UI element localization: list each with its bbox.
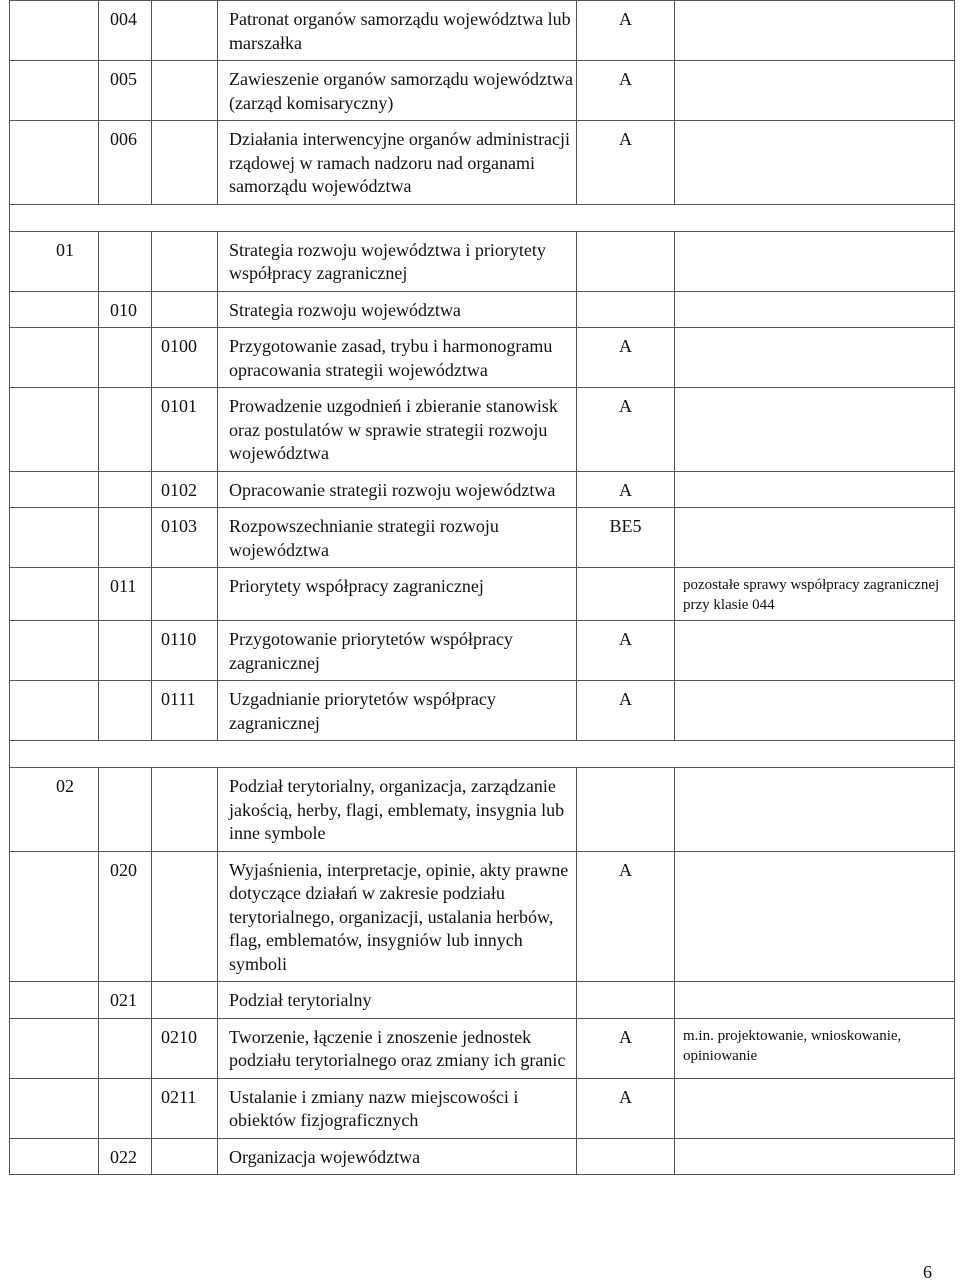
- subclass-code-cell: [99, 1078, 152, 1138]
- class-code-cell: 02: [10, 768, 99, 852]
- description-cell: Przygotowanie priorytetów współpracy zagranicznej: [218, 621, 577, 681]
- table-row: [10, 1078, 955, 1138]
- table-row: [10, 681, 955, 741]
- item-code-cell: 0111: [152, 681, 218, 741]
- subclass-code-cell: [99, 231, 152, 291]
- archive-category-cell: [577, 568, 675, 621]
- description-cell: Ustalanie i zmiany nazw miejscowości i obiektów fizjograficznych: [218, 1078, 577, 1138]
- table-row: [10, 291, 955, 328]
- archive-category-cell: A: [577, 61, 675, 121]
- description-cell: Strategia rozwoju województwa: [218, 291, 577, 328]
- archive-category-cell: A: [577, 388, 675, 472]
- archive-category-cell: [577, 982, 675, 1019]
- class-code-cell: [10, 508, 99, 568]
- description-cell: Prowadzenie uzgodnień i zbieranie stanowisk oraz postulatów w sprawie strategii rozwoju województwa: [218, 388, 577, 472]
- archive-category-cell: A: [577, 1, 675, 61]
- subclass-code-cell: 022: [99, 1138, 152, 1175]
- description-cell: Tworzenie, łączenie i znoszenie jednostek podziału terytorialnego oraz zmiany ich granic: [218, 1018, 577, 1078]
- archive-category-cell: A: [577, 121, 675, 205]
- archive-category-cell: [577, 768, 675, 852]
- archive-category-cell: A: [577, 851, 675, 982]
- remarks-cell: [675, 508, 955, 568]
- subclass-code-cell: 021: [99, 982, 152, 1019]
- description-cell: Przygotowanie zasad, trybu i harmonogramu opracowania strategii województwa: [218, 328, 577, 388]
- table-row: [10, 471, 955, 508]
- item-code-cell: [152, 291, 218, 328]
- table-row: [10, 121, 955, 205]
- subclass-code-cell: [99, 621, 152, 681]
- description-cell: Patronat organów samorządu województwa lub marszałka: [218, 1, 577, 61]
- table-row: [10, 388, 955, 472]
- item-code-cell: 0103: [152, 508, 218, 568]
- remarks-cell: [675, 768, 955, 852]
- spacer-cell: [10, 741, 955, 768]
- archive-category-cell: [577, 291, 675, 328]
- table-row: [10, 982, 955, 1019]
- class-code-cell: [10, 681, 99, 741]
- item-code-cell: [152, 121, 218, 205]
- class-code-cell: [10, 61, 99, 121]
- archive-category-cell: [577, 1138, 675, 1175]
- subclass-code-cell: [99, 768, 152, 852]
- table-row: [10, 621, 955, 681]
- description-cell: Podział terytorialny: [218, 982, 577, 1019]
- subclass-code-cell: [99, 1018, 152, 1078]
- item-code-cell: [152, 1138, 218, 1175]
- table-row: [10, 328, 955, 388]
- table-body: [10, 1, 955, 1175]
- remarks-cell: [675, 388, 955, 472]
- item-code-cell: [152, 61, 218, 121]
- subclass-code-cell: 010: [99, 291, 152, 328]
- remarks-cell: [675, 471, 955, 508]
- item-code-cell: [152, 768, 218, 852]
- remarks-cell: [675, 231, 955, 291]
- description-cell: Rozpowszechnianie strategii rozwoju województwa: [218, 508, 577, 568]
- class-code-cell: [10, 121, 99, 205]
- class-code-cell: [10, 388, 99, 472]
- subclass-code-cell: [99, 388, 152, 472]
- item-code-cell: [152, 982, 218, 1019]
- table-row: [10, 851, 955, 982]
- class-code-cell: [10, 568, 99, 621]
- class-code-cell: [10, 471, 99, 508]
- remarks-cell: [675, 61, 955, 121]
- table-row: [10, 231, 955, 291]
- description-cell: Podział terytorialny, organizacja, zarządzanie jakością, herby, flagi, emblematy, insygnia lub inne symbole: [218, 768, 577, 852]
- item-code-cell: 0211: [152, 1078, 218, 1138]
- remarks-cell: [675, 681, 955, 741]
- remarks-cell: [675, 1138, 955, 1175]
- subclass-code-cell: [99, 681, 152, 741]
- spacer-cell: [10, 204, 955, 231]
- description-cell: Zawieszenie organów samorządu województwa (zarząd komisaryczny): [218, 61, 577, 121]
- description-cell: Wyjaśnienia, interpretacje, opinie, akty prawne dotyczące działań w zakresie podziału terytorialnego, organizacji, ustalania herbów, flag, emblematów, insygniów lub innych symboli: [218, 851, 577, 982]
- class-code-cell: [10, 1, 99, 61]
- table-row: [10, 61, 955, 121]
- archive-category-cell: A: [577, 1018, 675, 1078]
- archive-category-cell: [577, 231, 675, 291]
- section-spacer-row: [10, 204, 955, 231]
- table-row: [10, 508, 955, 568]
- remarks-cell: [675, 291, 955, 328]
- archive-category-cell: A: [577, 681, 675, 741]
- item-code-cell: [152, 231, 218, 291]
- class-code-cell: [10, 1018, 99, 1078]
- subclass-code-cell: 004: [99, 1, 152, 61]
- archive-category-cell: A: [577, 471, 675, 508]
- classification-table: [9, 0, 955, 1175]
- class-code-cell: [10, 1078, 99, 1138]
- item-code-cell: [152, 568, 218, 621]
- remarks-cell: pozostałe sprawy współpracy zagranicznej przy klasie 044: [675, 568, 955, 621]
- class-code-cell: [10, 328, 99, 388]
- subclass-code-cell: [99, 508, 152, 568]
- subclass-code-cell: 011: [99, 568, 152, 621]
- remarks-cell: m.in. projektowanie, wnioskowanie, opiniowanie: [675, 1018, 955, 1078]
- description-cell: Strategia rozwoju województwa i priorytety współpracy zagranicznej: [218, 231, 577, 291]
- subclass-code-cell: 006: [99, 121, 152, 205]
- archive-category-cell: A: [577, 328, 675, 388]
- table-row: [10, 1018, 955, 1078]
- remarks-cell: [675, 621, 955, 681]
- remarks-cell: [675, 121, 955, 205]
- description-cell: Organizacja województwa: [218, 1138, 577, 1175]
- archive-category-cell: A: [577, 1078, 675, 1138]
- table-row: [10, 1138, 955, 1175]
- remarks-cell: [675, 851, 955, 982]
- remarks-cell: [675, 1, 955, 61]
- class-code-cell: 01: [10, 231, 99, 291]
- remarks-cell: [675, 1078, 955, 1138]
- description-cell: Priorytety współpracy zagranicznej: [218, 568, 577, 621]
- subclass-code-cell: [99, 328, 152, 388]
- item-code-cell: 0100: [152, 328, 218, 388]
- class-code-cell: [10, 851, 99, 982]
- item-code-cell: 0210: [152, 1018, 218, 1078]
- description-cell: Opracowanie strategii rozwoju województwa: [218, 471, 577, 508]
- item-code-cell: 0102: [152, 471, 218, 508]
- table-row: [10, 768, 955, 852]
- class-code-cell: [10, 1138, 99, 1175]
- item-code-cell: [152, 1, 218, 61]
- remarks-cell: [675, 328, 955, 388]
- archive-category-cell: BE5: [577, 508, 675, 568]
- item-code-cell: 0101: [152, 388, 218, 472]
- table-row: [10, 568, 955, 621]
- description-cell: Działania interwencyjne organów administracji rządowej w ramach nadzoru nad organami samorządu województwa: [218, 121, 577, 205]
- description-cell: Uzgadnianie priorytetów współpracy zagranicznej: [218, 681, 577, 741]
- subclass-code-cell: 005: [99, 61, 152, 121]
- class-code-cell: [10, 982, 99, 1019]
- page-number: 6: [923, 1262, 932, 1282]
- item-code-cell: 0110: [152, 621, 218, 681]
- table-row: [10, 1, 955, 61]
- remarks-cell: [675, 982, 955, 1019]
- section-spacer-row: [10, 741, 955, 768]
- class-code-cell: [10, 291, 99, 328]
- subclass-code-cell: [99, 471, 152, 508]
- archive-category-cell: A: [577, 621, 675, 681]
- subclass-code-cell: 020: [99, 851, 152, 982]
- item-code-cell: [152, 851, 218, 982]
- class-code-cell: [10, 621, 99, 681]
